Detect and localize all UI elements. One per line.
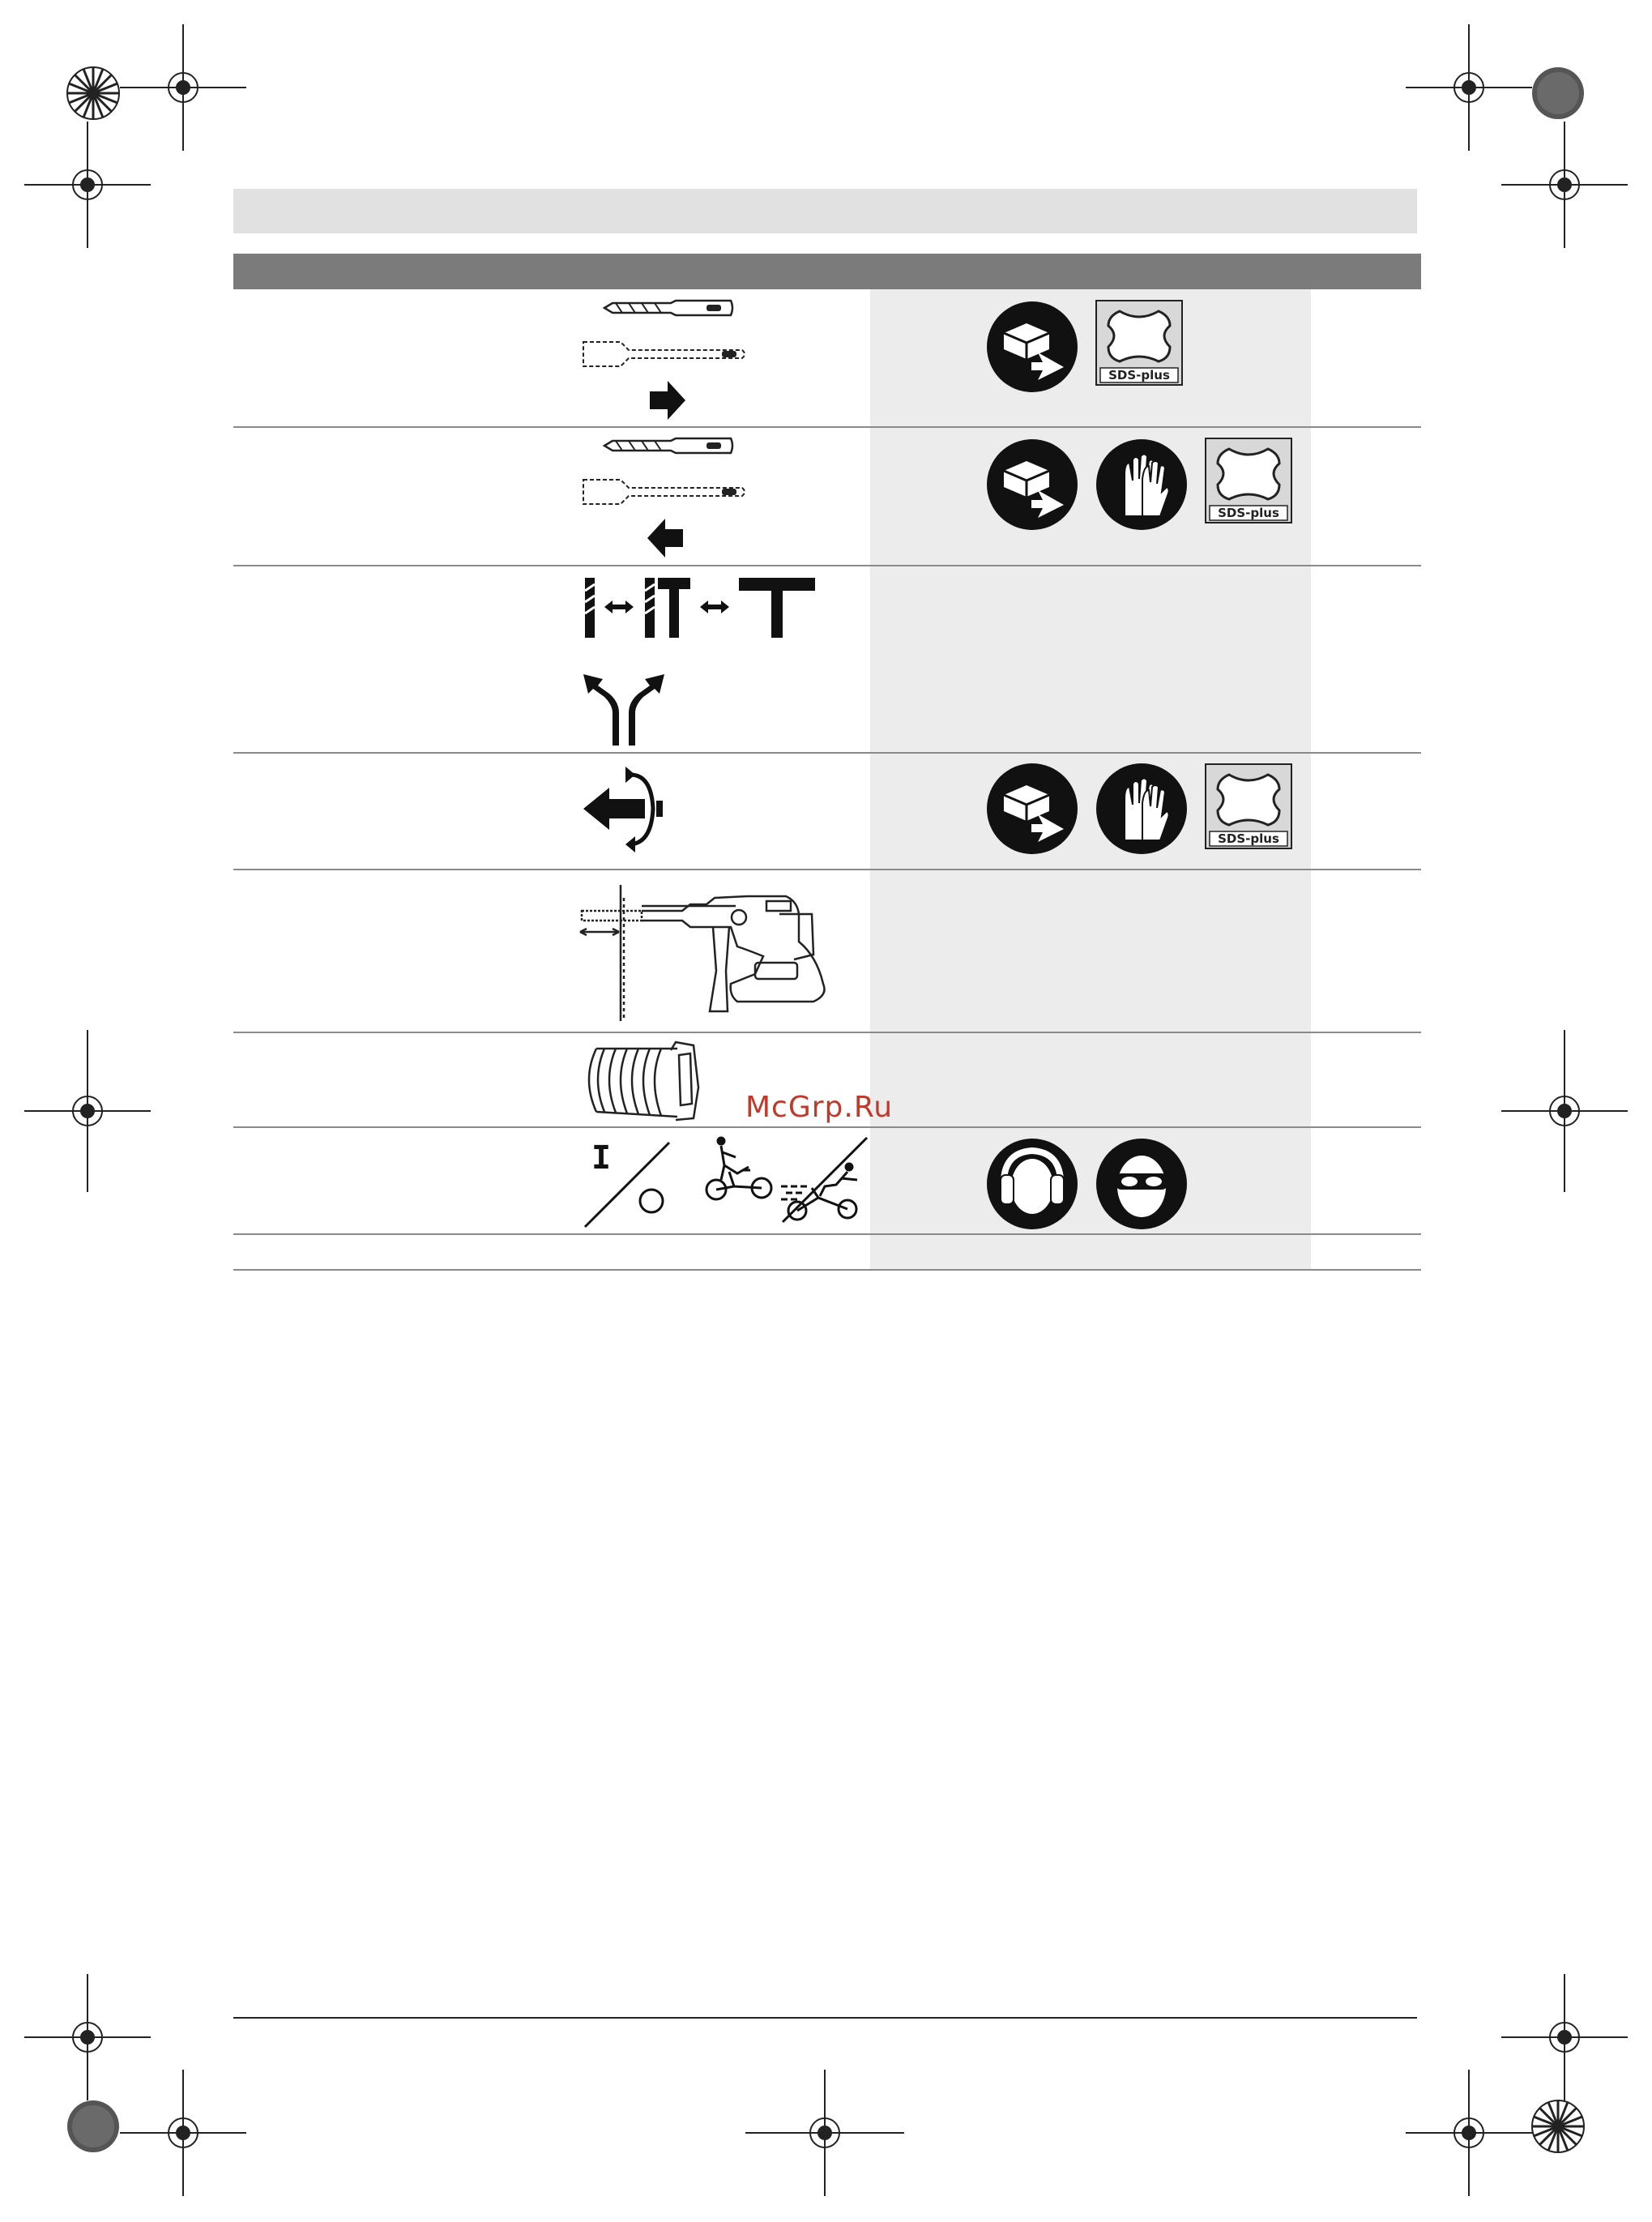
row-divider bbox=[233, 1126, 1421, 1128]
dust-cap-icon bbox=[580, 1039, 702, 1123]
row-divider bbox=[233, 752, 1421, 754]
arrow-left-icon bbox=[646, 517, 685, 559]
protective-gloves-icon bbox=[1095, 438, 1188, 531]
watermark: McGrp.Ru bbox=[745, 1091, 894, 1124]
row-divider bbox=[233, 869, 1421, 870]
row-divider bbox=[233, 426, 1421, 428]
battery-remove-icon bbox=[986, 301, 1078, 393]
svg-text:SDS-plus: SDS-plus bbox=[1218, 831, 1279, 846]
operating-mode-selector-icon bbox=[580, 575, 820, 641]
battery-remove-icon bbox=[986, 763, 1078, 855]
drill-bit-icon bbox=[601, 298, 736, 318]
row-divider bbox=[233, 1269, 1421, 1271]
mode-select-icon bbox=[582, 669, 666, 747]
sds-plus-icon bbox=[1205, 763, 1292, 849]
table-header bbox=[233, 254, 1421, 289]
drill-bit-icon bbox=[601, 436, 736, 455]
arrow-right-icon bbox=[648, 379, 687, 421]
svg-text:SDS-plus: SDS-plus bbox=[1218, 506, 1279, 520]
sds-plus-icon bbox=[1095, 300, 1183, 386]
page-header-bar bbox=[233, 189, 1417, 233]
speed-slow-icon bbox=[705, 1138, 776, 1203]
protective-gloves-icon bbox=[1095, 763, 1188, 855]
row-divider bbox=[233, 1233, 1421, 1235]
rotary-hammer-depth-stop-icon bbox=[577, 882, 841, 1024]
svg-text:I: I bbox=[591, 1139, 612, 1177]
row-divider bbox=[233, 1032, 1421, 1033]
footer-rule bbox=[233, 2017, 1417, 2019]
chisel-icon bbox=[580, 339, 750, 370]
on-off-switch-icon bbox=[582, 1139, 679, 1230]
row-divider bbox=[233, 565, 1421, 566]
chisel-icon bbox=[580, 476, 750, 507]
svg-text:SDS-plus: SDS-plus bbox=[1108, 368, 1170, 382]
rotation-direction-icon bbox=[582, 760, 666, 856]
ear-protection-icon bbox=[986, 1138, 1078, 1230]
eye-protection-icon bbox=[1095, 1138, 1188, 1230]
battery-remove-icon bbox=[986, 438, 1078, 531]
speed-fast-icon bbox=[779, 1135, 870, 1225]
sds-plus-icon bbox=[1205, 438, 1292, 523]
